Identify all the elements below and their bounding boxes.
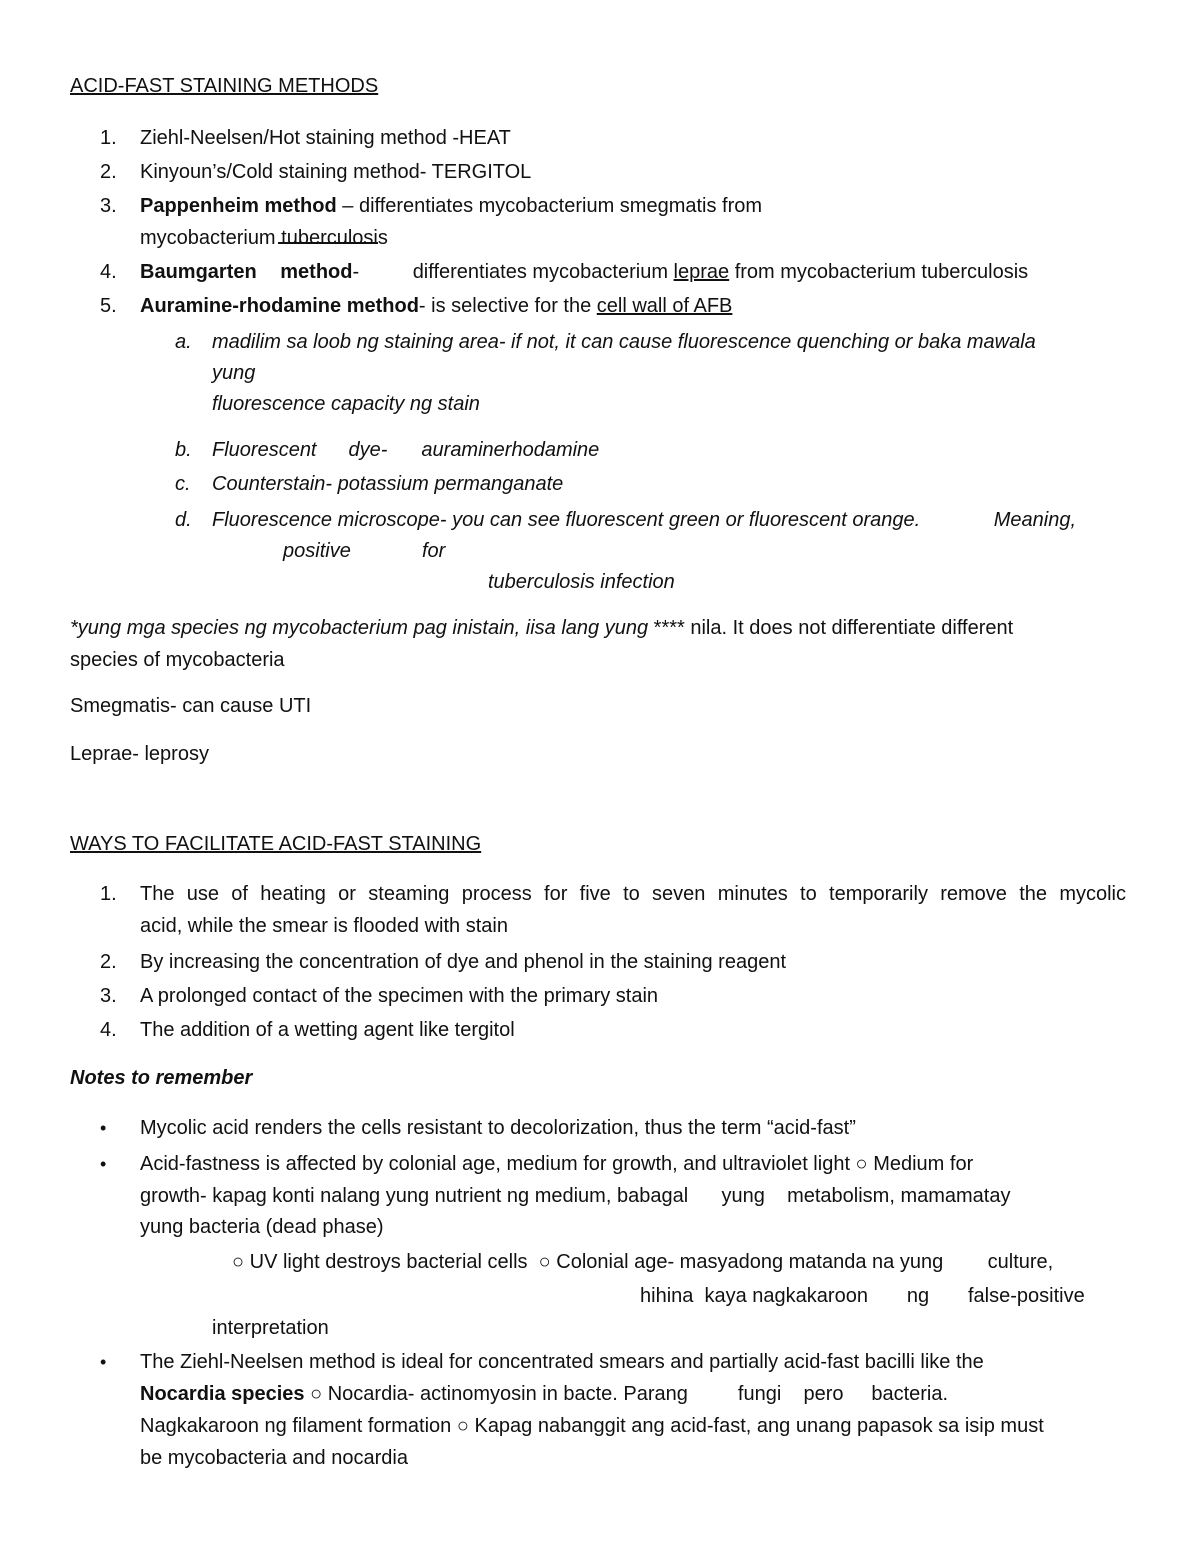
note-line: *yung mga species ng mycobacterium pag inistain, iisa lang yung **** nila. It does not differentiate different: [70, 617, 1014, 639]
bullet-icon: •: [100, 1118, 107, 1138]
definition-line: Leprae- leprosy: [70, 743, 209, 765]
underline-rule: [278, 242, 378, 244]
bullet-icon: •: [100, 1154, 107, 1174]
notes-heading: Notes to remember: [70, 1067, 253, 1089]
note-line: species of mycobacteria: [70, 649, 285, 671]
bullet-icon: •: [100, 1352, 107, 1372]
section-heading: WAYS TO FACILITATE ACID-FAST STAINING: [70, 833, 482, 855]
section-heading: ACID-FAST STAINING METHODS: [70, 75, 379, 97]
definition-line: Smegmatis- can cause UTI: [70, 695, 312, 717]
